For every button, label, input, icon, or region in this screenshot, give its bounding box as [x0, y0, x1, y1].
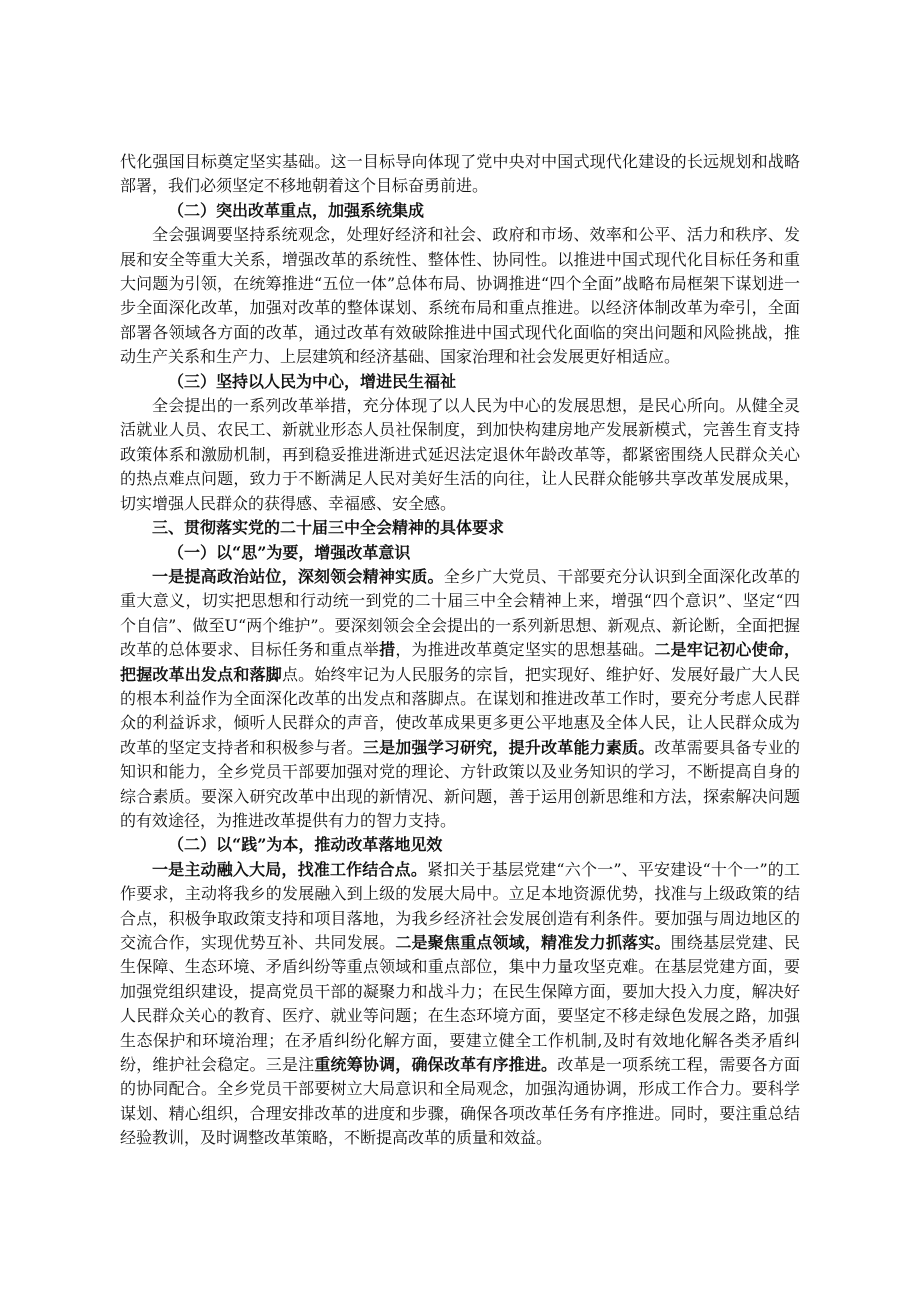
heading-section-2-2: （二）突出改革重点，加强系统集成: [168, 200, 425, 220]
point-3-title: 三是加强学习研究，提升改革能力素质。: [362, 737, 655, 757]
point-1-text: 全乡广大党员、干部要充分认识到全面深化改革的重大意义，切实把思想和行动统一到党的二十届三中全会精神上来，增强“四个意识”、坚定“四个自信”、做至U“两个维护”。要深刻领会全会提出的一系列新思想、新观点、新论断，全面把握改革的总体要求、目标任务和重点举: [120, 566, 800, 660]
heading-section-3-2: （二）以“践”为本，推动改革落地见效: [168, 835, 443, 855]
impl-point-1-text: 紧扣关于基层党建“六个一”、平安建设“十个一”的工作要求，主动将我乡的发展融入到上级的发展大局中。立足本地资源优势，找准与上级政策的结合点，积极争取政策支持和项目落地，为我乡经济社会发展创造有利条件。要加强与周边地区的交流合作，实现优势互补、共同发展。: [120, 859, 800, 952]
point-1-bold-char: 措: [379, 640, 396, 660]
point-2-text: 点。始终牢记为人民服务的宗旨，把实现好、维护好、发展好最广大人民的根本利益作为全面深化改革的出发点和落脚点。在谋划和推进改革工作时，要充分考虑人民群众的利益诉求，倾听人民群众的声音，使改革成果更多更公平地惠及全体人民，让人民群众成为改革的坚定支持者和积极参与者。: [120, 664, 800, 757]
paragraph-intro: 代化强国目标奠定坚实基础。这一目标导向体现了党中央对中国式现代化建设的长远规划和战略部署，我们必须坚定不移地朝着这个目标奋勇前进。: [120, 152, 800, 196]
point-1-text-end: ，为推进改革奠定坚实的思想基础。: [395, 640, 655, 660]
impl-point-3-text: 改革是一项系统工程，需要各方面的协同配合。全乡党员干部要树立大局意识和全局观念，加强沟通协调，形成工作合力。要科学谋划、精心组织，合理安排改革的进度和步骤，确保各项改革任务有序推进。同时，要注重总结经验教训，及时调整改革策略，不断提高改革的质量和效益。: [120, 1055, 800, 1148]
point-1-title: 一是提高政治站位，深刻领会精神实质。: [152, 566, 444, 586]
paragraph-reform-awareness: [120, 565, 800, 833]
document-page: [120, 150, 800, 1151]
heading-section-3: 三、贯彻落实党的二十届三中全会精神的具体要求: [152, 518, 505, 538]
impl-point-2-text: 围绕基层党建、民生保障、生态环境、矛盾纠纷等重点领域和重点部位，集中力量攻坚克难。在基层党建方面，要加强党组织建设，提高党员干部的凝聚力和战斗力；在民生保障方面，要加大投入力度，解决好人民群众关心的教育、医疗、就业等问题；在生态环境方面，要坚定不移走绿色发展之路，加强生态保护和环境治理；在矛盾纠纷化解方面，要建立健全工作机制,及时有效地化解各类矛盾纠纷，维护社会稳定。三是注: [120, 933, 800, 1075]
point-2-title: 二是牢记初心使命，把握改革出发点和落脚: [120, 640, 800, 684]
paragraph-system-integration: 全会强调要坚持系统观念，处理好经济和社会、政府和市场、效率和公平、活力和秩序、发展和安全等重大关系，增强改革的系统性、整体性、协同性。以推进中国式现代化目标任务和重大问题为引领，在统筹推进“五位一体”总体布局、协调推进“四个全面”战略布局框架下谋划进一步全面深化改革，加强对改革的整体谋划、系统布局和重点推进。以经济体制改革为牵引，全面部署各领域各方面的改革，通过改革有效破除推进中国式现代化面临的突出问题和风险挑战，推动生产关系和生产力、上层建筑和经济基础、国家治理和社会发展更好相适应。: [120, 225, 800, 367]
heading-section-2-3: （三）坚持以人民为中心，增进民生福祉: [168, 371, 457, 391]
paragraph-reform-implementation: [120, 858, 800, 1151]
impl-point-3-title: 重统筹协调，确保改革有序推进。: [314, 1055, 558, 1075]
impl-point-2-title: 二是聚焦重点领域，精准发力抓落实。: [395, 933, 671, 952]
impl-point-1-title: 一是主动融入大局，找准工作结合点。: [152, 859, 428, 879]
point-3-text: 改革需要具备专业的知识和能力，全乡党员干部要加强对党的理论、方针政策以及业务知识的学习，不断提高自身的综合素质。要深入研究改革中出现的新情况、新问题，善于运用创新思维和方法，探索解决问题的有效途径，为推进改革提供有力的智力支持。: [120, 737, 800, 830]
paragraph-people-centered: 全会提出的一系列改革举措，充分体现了以人民为中心的发展思想，是民心所向。从健全灵活就业人员、农民工、新就业形态人员社保制度，到加快构建房地产发展新模式，完善生育支持政策体系和激励机制，再到稳妥推进渐进式延迟法定退休年龄改革等，都紧密围绕人民群众关心的热点难点问题，致力于不断满足人民对美好生活的向往，让人民群众能够共享改革发展成果，切实增强人民群众的获得感、幸福感、安全感。: [120, 396, 800, 513]
heading-section-3-1: （一）以“思”为要，增强改革意识: [168, 542, 411, 562]
